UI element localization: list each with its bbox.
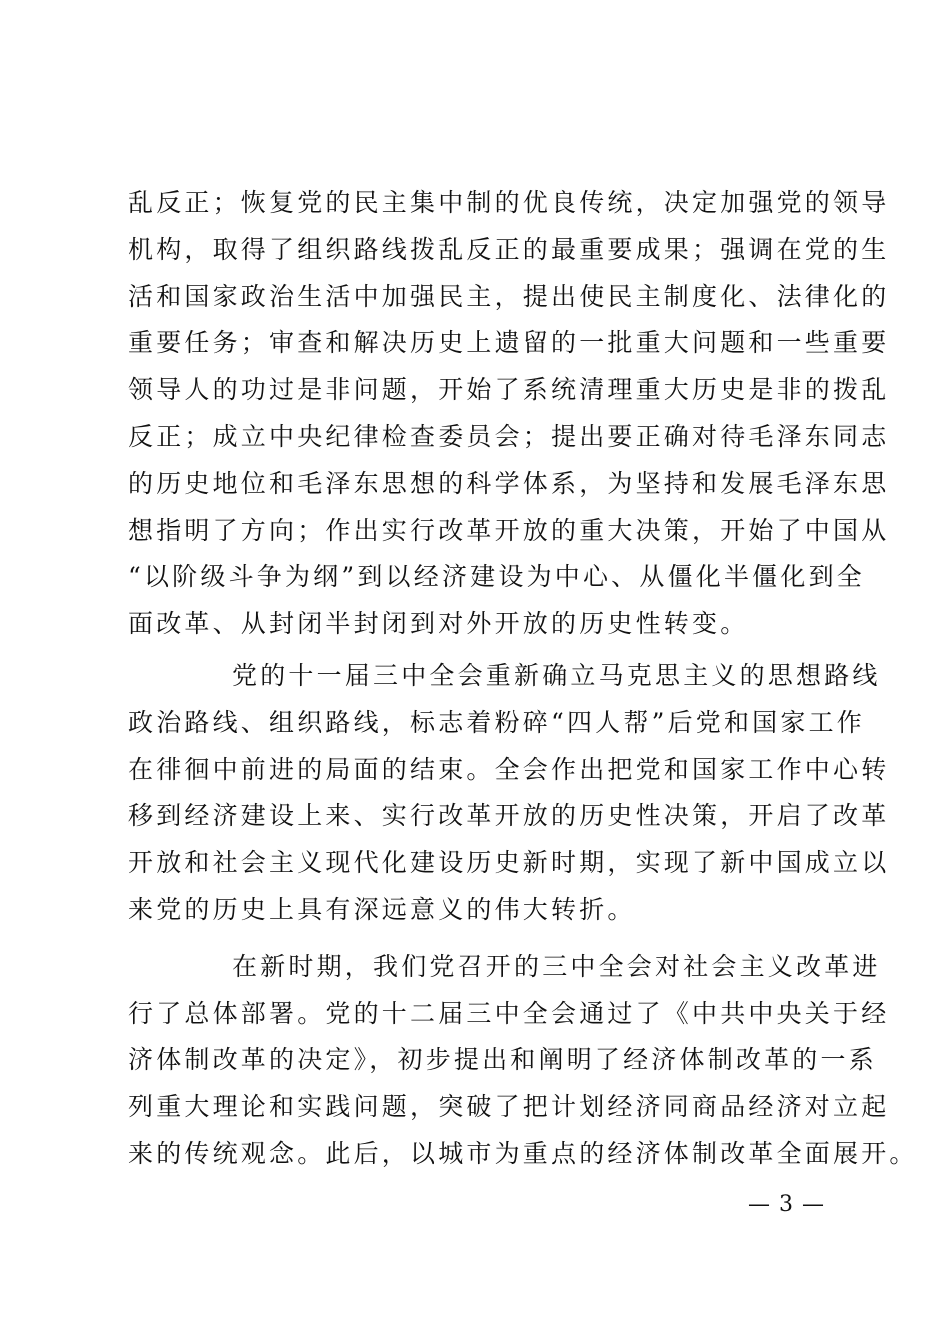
text-line: 济体制改革的决定》，初步提出和阐明了经济体制改革的一系 [128,1045,877,1075]
text-line: 列重大理论和实践问题，突破了把计划经济同商品经济对立起 [128,1092,890,1122]
text-line: 开放和社会主义现代化建设历史新时期，实现了新中国成立以 [128,848,890,878]
page-number: — 3 — [748,1192,825,1217]
text-line: 来的传统观念。此后，以城市为重点的经济体制改革全面展开。 [128,1138,918,1168]
text-line: 在徘徊中前进的局面的结束。全会作出把党和国家工作中心转 [128,754,890,784]
text-line-first: 在新时期，我们党召开的三中全会对社会主义改革进 [232,951,881,981]
text-line: “以阶级斗争为纲”到以经济建设为中心、从僵化半僵化到全 [128,562,865,592]
text-line: 想指明了方向；作出实行改革开放的重大决策，开始了中国从 [128,515,890,545]
text-line: 面改革、从封闭半封闭到对外开放的历史性转变。 [128,609,749,639]
text-line: 机构，取得了组织路线拨乱反正的最重要成果；强调在党的生 [128,234,890,264]
paragraph-3 [128,944,918,1178]
text-line: 反正；成立中央纪律检查委员会；提出要正确对待毛泽东同志 [128,421,890,451]
text-line: 来党的历史上具有深远意义的伟大转折。 [128,894,636,924]
text-line: 行了总体部署。党的十二届三中全会通过了《中共中央关于经 [128,998,890,1028]
paragraph-spacer [128,934,838,944]
text-line: 政治路线、组织路线，标志着粉碎“四人帮”后党和国家工作 [128,707,865,737]
text-line: 重要任务；审查和解决历史上遗留的一批重大问题和一些重要 [128,328,890,358]
paragraph-2 [128,653,890,934]
body-text [128,180,918,1178]
text-line: 移到经济建设上来、实行改革开放的历史性决策，开启了改革 [128,801,890,831]
text-line: 活和国家政治生活中加强民主，提出使民主制度化、法律化的 [128,281,890,311]
text-line: 乱反正；恢复党的民主集中制的优良传统，决定加强党的领导 [128,188,890,217]
text-line: 领导人的功过是非问题，开始了系统清理重大历史是非的拨乱 [128,375,890,405]
paragraph-1 [128,180,890,648]
text-line: 的历史地位和毛泽东思想的科学体系，为坚持和发展毛泽东思 [128,468,890,498]
text-line-first: 党的十一届三中全会重新确立马克思主义的思想路线 [232,660,881,690]
